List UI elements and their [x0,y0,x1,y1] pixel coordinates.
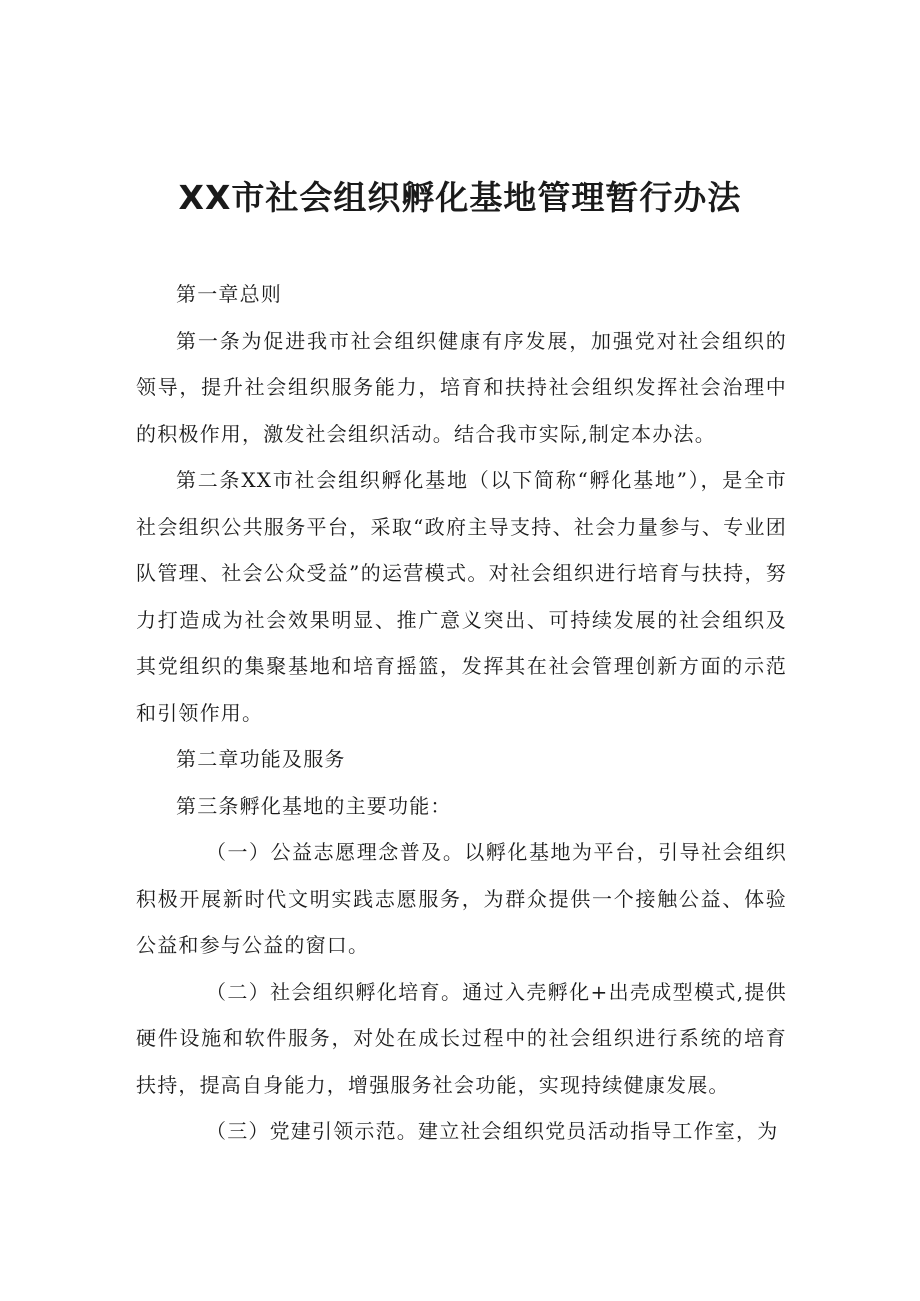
article-paragraph: 第二条XX市社会组织孵化基地（以下简称“孵化基地”），是全市社会组织公共服务平台，采取“政府主导支持、社会力量参与、专业团队管理、社会公众受益”的运营模式。对社会组织进行培育与扶持，努力打造成为社会效果明显、推广意义突出、可持续发展的社会组织及其党组织的集聚基地和培育摇篮，发挥其在社会管理创新方面的示范和引领作用。 [136,468,787,725]
document-body [136,271,787,1155]
article-paragraph: 第三条孵化基地的主要功能： [176,793,452,818]
list-item: （二）社会组织孵化培育。通过入壳孵化+出壳成型模式,提供硬件设施和软件服务，对处在成长过程中的社会组织进行系统的培育扶持，提高自身能力，增强服务社会功能，实现持续健康发展。 [136,979,787,1097]
list-item: （一）公益志愿理念普及。以孵化基地为平台，引导社会组织积极开展新时代文明实践志愿服务，为群众提供一个接触公益、体验公益和参与公益的窗口。 [136,840,787,957]
list-item: （三）党建引领示范。建立社会组织党员活动指导工作室，为 [206,1119,779,1143]
article-paragraph: 第一条为促进我市社会组织健康有序发展，加强党对社会组织的领导，提升社会组织服务能力，培育和扶持社会组织发挥社会治理中的积极作用，激发社会组织活动。结合我市实际,制定本办法。 [136,328,787,446]
chapter-heading: 第二章功能及服务 [176,747,346,771]
chapter-heading: 第一章总则 [176,282,282,306]
document-title: XX市社会组织孵化基地管理暂行办法 [178,178,742,217]
